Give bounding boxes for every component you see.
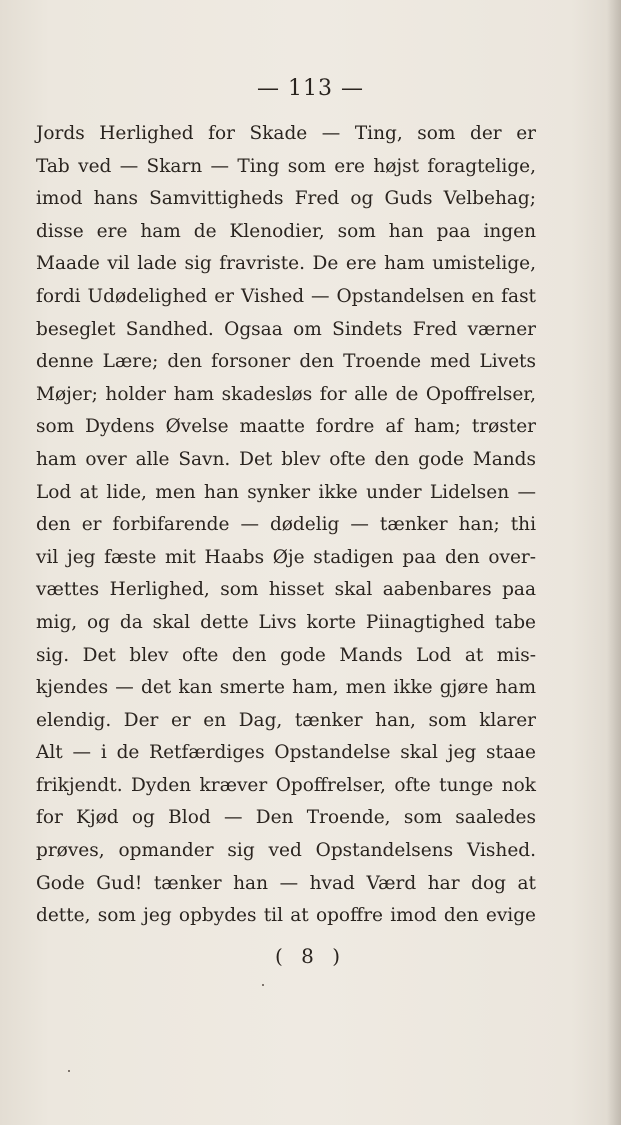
text-line: mig, og da skal dette Livs korte Piinagtighed tabe — [36, 611, 536, 633]
text-line: Tab ved — Skarn — Ting som ere højst foragtelige, — [36, 155, 536, 177]
paper-speck — [262, 984, 264, 986]
text-line: Gode Gud! tænker han — hvad Værd har dog at — [36, 872, 536, 894]
text-line: elendig. Der er en Dag, tænker han, som klarer — [36, 709, 536, 731]
page-number: — 113 — — [257, 76, 364, 101]
text-line: Lod at lide, men han synker ikke under Lidelsen — — [36, 481, 536, 503]
text-line: frikjendt. Dyden kræver Opoffrelser, ofte tunge nok — [36, 774, 536, 796]
text-line: Alt — i de Retfærdiges Opstandelse skal jeg staae — [36, 742, 536, 764]
signature-mark: ( 8 ) — [274, 944, 347, 968]
text-line: denne Lære; den forsoner den Troende med Livets — [36, 351, 536, 373]
text-line: sig. Det blev ofte den gode Mands Lod at mis- — [36, 644, 536, 666]
text-line: for Kjød og Blod — Den Troende, som saaledes — [36, 807, 536, 829]
text-line: imod hans Samvittigheds Fred og Guds Velbehag; — [36, 188, 536, 210]
text-line: Maade vil lade sig fravriste. De ere ham umistelige, — [36, 253, 536, 275]
text-line: ham over alle Savn. Det blev ofte den gode Mands — [36, 448, 536, 470]
text-line: beseglet Sandhed. Ogsaa om Sindets Fred værner — [36, 318, 536, 340]
text-line: som Dydens Øvelse maatte fordre af ham; trøster — [36, 416, 536, 438]
text-line: Jords Herlighed for Skade — Ting, som der er — [36, 123, 536, 144]
text-line: den er forbifarende — dødelig — tænker han; thi — [36, 514, 536, 536]
text-line: Møjer; holder ham skadesløs for alle de Opoffrelser, — [36, 383, 536, 405]
text-line: fordi Udødelighed er Vished — Opstandelsen en fast — [36, 285, 536, 307]
text-line: vil jeg fæste mit Haabs Øje stadigen paa den over- — [36, 546, 536, 568]
paper-speck — [68, 1070, 70, 1072]
text-line: kjendes — det kan smerte ham, men ikke gjøre ham — [36, 677, 536, 699]
text-line: disse ere ham de Klenodier, som han paa ingen — [36, 220, 536, 242]
text-line: dette, som jeg opbydes til at opoffre imod den evige — [36, 905, 536, 927]
text-line: prøves, opmander sig ved Opstandelsens Vished. — [36, 840, 536, 862]
text-line: vættes Herlighed, som hisset skal aabenbares paa — [36, 579, 536, 601]
body-text — [36, 118, 536, 933]
